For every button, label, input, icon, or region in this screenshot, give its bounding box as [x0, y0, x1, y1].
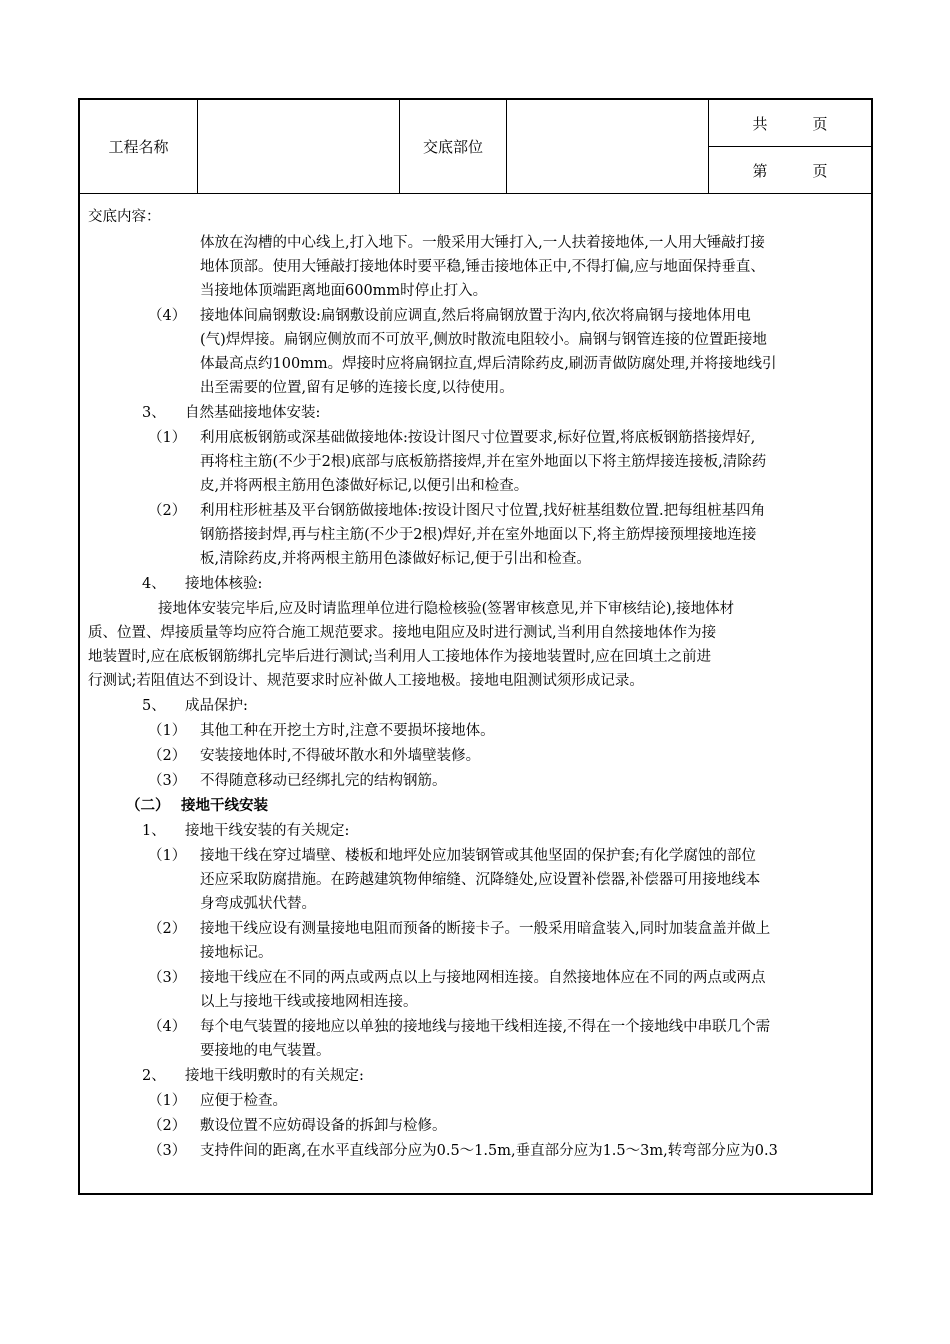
- project-name-value[interactable]: [198, 100, 399, 193]
- section-title: 接地体核验:: [185, 576, 263, 592]
- paragraph-line: 出至需要的位置,留有足够的连接长度,以待使用。: [200, 380, 514, 396]
- item-number: （1）: [148, 848, 187, 864]
- content-intro-label: 交底内容：: [88, 209, 161, 225]
- paragraph-line: 其他工种在开挖土方时,注意不要损坏接地体。: [200, 723, 495, 739]
- paragraph-line: 质、位置、焊接质量等均应符合施工规范要求。接地电阻应及时进行测试,当利用自然接地体作为接: [88, 625, 717, 641]
- paragraph-line: 接地干线应设有测量接地电阻而预备的断接卡子。一般采用暗盒装入,同时加装盒盖并做上: [200, 921, 771, 937]
- paragraph-line: 利用底板钢筋或深基础做接地体:按设计图尺寸位置要求,标好位置,将底板钢筋搭接焊好,: [200, 430, 756, 446]
- paragraph-line: 应便于检查。: [200, 1093, 287, 1109]
- section-number: 4、: [142, 576, 166, 592]
- item-number: （2）: [148, 921, 187, 937]
- item-number: （2）: [148, 503, 187, 519]
- paragraph-line: 接地干线在穿过墙壁、楼板和地坪处应加装钢管或其他坚固的保护套;有化学腐蚀的部位: [200, 848, 756, 864]
- paragraph-line: 还应采取防腐措施。在跨越建筑物伸缩缝、沉降缝处,应设置补偿器,补偿器可用接地线本: [200, 872, 761, 888]
- paragraph-line: 敷设位置不应妨碍设备的拆卸与检修。: [200, 1118, 447, 1134]
- paragraph-line: 地装置时,应在底板钢筋绑扎完毕后进行测试;当利用人工接地体作为接地装置时,应在回填土之前进: [88, 649, 712, 665]
- section-number: 3、: [142, 405, 166, 421]
- section-title: 接地干线明敷时的有关规定:: [185, 1068, 364, 1084]
- paragraph-line: 不得随意移动已经绑扎完的结构钢筋。: [200, 773, 447, 789]
- section-number: 2、: [142, 1068, 166, 1084]
- total-pages-label: 共 页: [752, 114, 828, 133]
- paragraph-line: 接地体间扁钢敷设:扁钢敷设前应调直,然后将扁钢放置于沟内,依次将扁钢与接地体用电: [200, 308, 751, 324]
- paragraph-line: 身弯成弧状代替。: [200, 896, 316, 912]
- document-frame: [78, 98, 873, 1195]
- item-number: （1）: [148, 430, 187, 446]
- item-number: （2）: [148, 748, 187, 764]
- chapter-number: （二）: [126, 797, 170, 814]
- position-value[interactable]: [507, 100, 708, 193]
- item-number: （2）: [148, 1118, 187, 1134]
- paragraph-line: 接地干线应在不同的两点或两点以上与接地网相连接。自然接地体应在不同的两点或两点: [200, 970, 766, 986]
- paragraph-line: 板,清除药皮,并将两根主筋用色漆做好标记,便于引出和检查。: [200, 551, 591, 567]
- paragraph-line: 再将柱主筋(不少于2根)底部与底板筋搭接焊,并在室外地面以下将主筋焊接连接板,清除药: [200, 454, 767, 470]
- paragraph-line: 利用柱形桩基及平台钢筋做接地体:按设计图尺寸位置,找好桩基组数位置.把每组桩基四角: [200, 503, 766, 519]
- section-title: 自然基础接地体安装:: [185, 405, 321, 421]
- item-number: （3）: [148, 970, 187, 986]
- paragraph-line: 支持件间的距离,在水平直线部分应为0.5～1.5m,垂直部分应为1.5～3m,转弯部分应为0.3: [200, 1143, 778, 1159]
- item-number: （4）: [148, 1019, 187, 1035]
- chapter-title: 接地干线安装: [181, 797, 268, 814]
- page-number-label: 第 页: [752, 161, 828, 180]
- item-number: （1）: [148, 1093, 187, 1109]
- position-label: 交底部位: [422, 138, 483, 156]
- paragraph-line: 接地标记。: [200, 945, 273, 961]
- paragraph-line: 体最高点约100mm。焊接时应将扁钢拉直,焊后清除药皮,刷沥青做防腐处理,并将接地线引: [200, 356, 777, 372]
- item-number: （4）: [148, 308, 187, 324]
- paragraph-line: 体放在沟槽的中心线上,打入地下。一般采用大锤打入,一人扶着接地体,一人用大锤敲打接: [200, 235, 765, 251]
- section-title: 接地干线安装的有关规定:: [185, 823, 350, 839]
- paragraph-line: 当接地体顶端距离地面600mm时停止打入。: [200, 283, 488, 299]
- paragraph-line: 接地体安装完毕后,应及时请监理单位进行隐检核验(签署审核意见,并下审核结论),接地体材: [158, 601, 735, 617]
- section-title: 成品保护:: [185, 698, 248, 714]
- header-table: [80, 100, 871, 194]
- paragraph-line: 要接地的电气装置。: [200, 1043, 331, 1059]
- section-number: 5、: [142, 698, 166, 714]
- paragraph-line: 钢筋搭接封焊,再与柱主筋(不少于2根)焊好,并在室外地面以下,将主筋焊接预埋接地连接: [200, 527, 757, 543]
- paragraph-line: 以上与接地干线或接地网相连接。: [200, 994, 418, 1010]
- paragraph-line: (气)焊焊接。扁钢应侧放而不可放平,侧放时散流电阻较小。扁钢与钢管连接的位置距接地: [200, 332, 767, 348]
- paragraph-line: 行测试;若阻值达不到设计、规范要求时应补做人工接地极。接地电阻测试须形成记录。: [88, 673, 644, 689]
- item-number: （1）: [148, 723, 187, 739]
- paragraph-line: 每个电气装置的接地应以单独的接地线与接地干线相连接,不得在一个接地线中串联几个需: [200, 1019, 771, 1035]
- item-number: （3）: [148, 1143, 187, 1159]
- project-name-label: 工程名称: [108, 138, 169, 156]
- paragraph-line: 地体顶部。使用大锤敲打接地体时要平稳,锤击接地体正中,不得打偏,应与地面保持垂直、: [200, 259, 765, 275]
- section-number: 1、: [142, 823, 166, 839]
- paragraph-line: 皮,并将两根主筋用色漆做好标记,以便引出和检查。: [200, 478, 529, 494]
- item-number: （3）: [148, 773, 187, 789]
- paragraph-line: 安装接地体时,不得破坏散水和外墙壁装修。: [200, 748, 481, 764]
